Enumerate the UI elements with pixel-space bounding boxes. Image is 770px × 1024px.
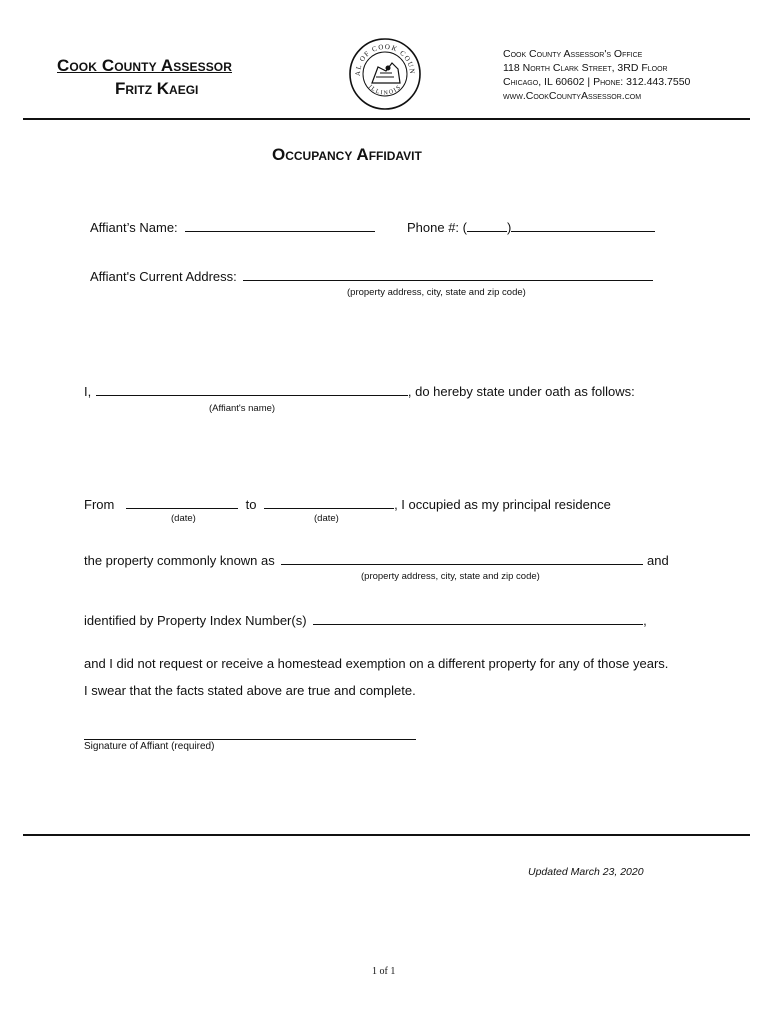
occupied-text: , I occupied as my principal residence (394, 497, 611, 512)
assessor-title: Cook County Assessor (57, 56, 232, 75)
page-number: 1 of 1 (372, 966, 396, 977)
oath-affiant-name-field[interactable] (96, 383, 408, 396)
oath-hint: (Affiant's name) (209, 403, 276, 414)
to-label: to (245, 497, 257, 512)
from-date-field[interactable] (126, 496, 238, 509)
truth-statement: I swear that the facts stated above are true and complete. (84, 683, 416, 698)
from-label: From (84, 497, 115, 512)
office-address-block (503, 47, 690, 103)
office-city-phone: Chicago, IL 60602 | Phone: 312.443.7550 (503, 76, 691, 88)
phone-row (407, 219, 655, 235)
header-divider (23, 118, 750, 120)
footer-divider (23, 834, 750, 836)
current-address-field[interactable] (243, 268, 653, 281)
document-title: Occupancy Affidavit (272, 145, 422, 164)
from-date-hint: (date) (171, 513, 196, 524)
office-website: www.CookCountyAssessor.com (503, 90, 642, 102)
current-address-label: Affiant's Current Address: (90, 269, 237, 284)
to-date-hint: (date) (314, 513, 339, 524)
pin-suffix: , (643, 613, 647, 628)
phone-label: Phone #: ( (407, 220, 467, 235)
affiant-name-label: Affiant’s Name: (90, 220, 178, 235)
pin-field[interactable] (313, 612, 643, 625)
oath-suffix: , do hereby state under oath as follows: (407, 384, 635, 399)
property-label: the property commonly known as (84, 553, 275, 568)
pin-row (84, 612, 647, 628)
office-name: Cook County Assessor's Office (503, 48, 643, 60)
seal-bottom-text: ILLINOIS (366, 84, 404, 97)
occupancy-dates-row (84, 496, 611, 512)
signature-label: Signature of Affiant (required) (84, 741, 215, 752)
phone-number-field[interactable] (511, 219, 655, 232)
exemption-statement: and I did not request or receive a homestead exemption on a different property for any of those years. (84, 656, 669, 671)
affiant-name-row (90, 219, 375, 235)
assessor-name: Fritz Kaegi (115, 79, 199, 98)
phone-paren-close: ) (507, 220, 512, 235)
updated-date: Updated March 23, 2020 (528, 866, 644, 878)
phone-area-code-field[interactable] (467, 219, 507, 232)
oath-row (84, 383, 635, 399)
property-suffix: and (647, 553, 669, 568)
svg-text:ILLINOIS (367, 84, 403, 97)
office-street: 118 North Clark Street, 3RD Floor (503, 62, 668, 74)
property-row (84, 552, 669, 568)
signature-field[interactable] (84, 739, 416, 740)
affiant-name-field[interactable] (185, 219, 375, 232)
seal-top-text: AL OF COOK COUN (353, 42, 417, 77)
current-address-row (90, 268, 653, 284)
property-address-field[interactable] (281, 552, 643, 565)
oath-prefix: I, (84, 384, 92, 399)
property-hint: (property address, city, state and zip code) (361, 571, 540, 582)
county-seal-icon (348, 37, 422, 111)
svg-text:SEAL OF COOK COUNTY (348, 37, 416, 76)
pin-label: identified by Property Index Number(s) (84, 613, 307, 628)
current-address-hint: (property address, city, state and zip code) (347, 287, 526, 298)
to-date-field[interactable] (264, 496, 394, 509)
